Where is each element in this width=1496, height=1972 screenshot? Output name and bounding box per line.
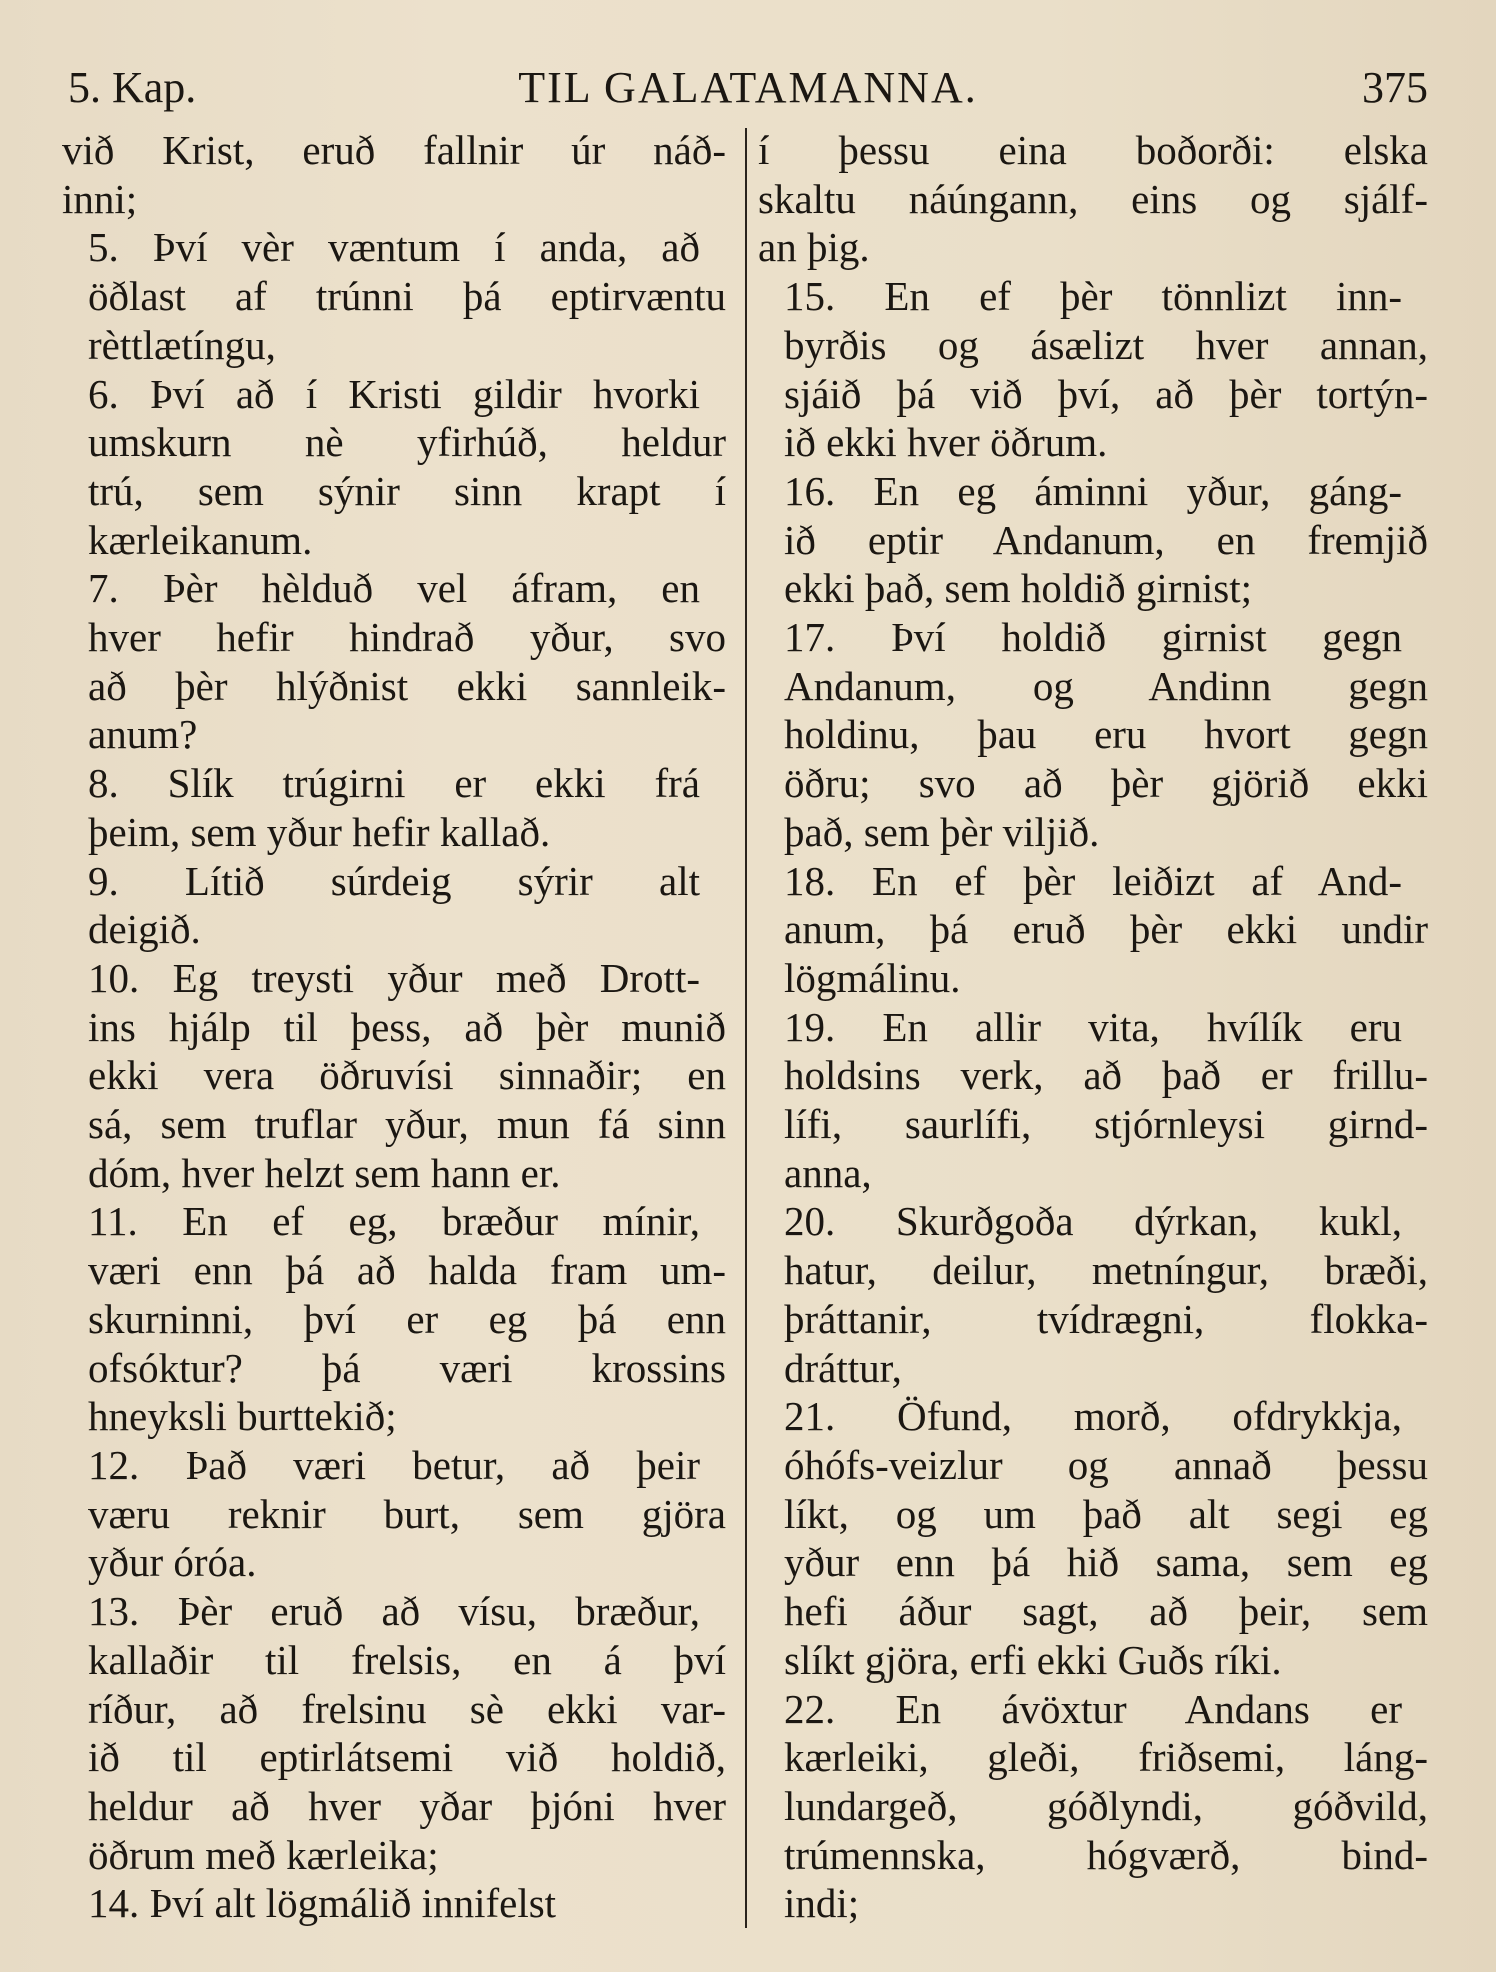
- verse-paragraph: [62, 759, 726, 856]
- verse-paragraph: [62, 370, 726, 565]
- text-line: ið til eptirlátsemi við holdið,: [88, 1734, 726, 1781]
- verse-paragraph: [758, 126, 1428, 272]
- text-line: 6. Því að í Kristi gildir hvorki: [88, 370, 700, 417]
- text-line: öðru; svo að þèr gjörið ekki: [784, 760, 1428, 807]
- verse-paragraph: [62, 126, 726, 223]
- text-line: kærleiki, gleði, friðsemi, láng-: [784, 1734, 1428, 1781]
- text-line: væru reknir burt, sem gjöra: [88, 1490, 726, 1537]
- text-line: 19. En allir vita, hvílík eru: [784, 1003, 1402, 1050]
- verse-paragraph: [62, 954, 726, 1198]
- text-line: ið ekki hver öðrum.: [784, 419, 1108, 466]
- text-line: 5. Því vèr væntum í anda, að: [88, 224, 700, 271]
- text-line: dóm, hver helzt sem hann er.: [88, 1149, 561, 1196]
- text-line: 10. Eg treysti yður með Drott-: [88, 954, 700, 1001]
- text-line: holdinu, þau eru hvort gegn: [784, 711, 1428, 758]
- verse-paragraph: [62, 564, 726, 759]
- text-line: hefi áður sagt, að þeir, sem: [784, 1588, 1428, 1635]
- text-line: Andanum, og Andinn gegn: [784, 662, 1428, 709]
- right-text-column: [758, 126, 1428, 1928]
- text-line: lundargeð, góðlyndi, góðvild,: [784, 1782, 1428, 1829]
- column-divider: [745, 128, 747, 1928]
- text-line: holdsins verk, að það er frillu-: [784, 1052, 1428, 1099]
- text-line: 8. Slík trúgirni er ekki frá: [88, 760, 700, 807]
- text-line: sá, sem truflar yður, mun fá sinn: [88, 1101, 726, 1148]
- verse-paragraph: [758, 1392, 1428, 1684]
- verse-paragraph: [758, 857, 1428, 1003]
- text-line: inni;: [62, 175, 138, 222]
- text-line: öðrum með kærleika;: [88, 1831, 439, 1878]
- verse-paragraph: [758, 613, 1428, 857]
- text-line: í þessu eina boðorði: elska: [758, 127, 1428, 173]
- text-line: byrðis og ásælizt hver annan,: [784, 321, 1428, 368]
- text-line: þeim, sem yður hefir kallað.: [88, 808, 551, 855]
- text-line: dráttur,: [784, 1344, 902, 1391]
- text-line: 13. Þèr eruð að vísu, bræður,: [88, 1588, 700, 1635]
- running-head: [68, 58, 1428, 118]
- text-line: trúmennska, hógværð, bind-: [784, 1831, 1428, 1878]
- text-line: yður enn þá hið sama, sem eg: [784, 1539, 1428, 1586]
- text-line: ið eptir Andanum, en fremjið: [784, 516, 1428, 563]
- text-line: ríður, að frelsinu sè ekki var-: [88, 1685, 726, 1732]
- text-line: það, sem þèr viljið.: [784, 808, 1100, 855]
- text-line: deigið.: [88, 906, 201, 953]
- text-line: 9. Lítið súrdeig sýrir alt: [88, 857, 700, 904]
- verse-paragraph: [758, 1685, 1428, 1929]
- text-line: indi;: [784, 1880, 860, 1927]
- text-line: óhófs-veizlur og annað þessu: [784, 1441, 1428, 1488]
- text-line: 17. Því holdið girnist gegn: [784, 614, 1402, 661]
- text-line: trú, sem sýnir sinn krapt í: [88, 467, 726, 514]
- text-line: öðlast af trúnni þá eptirvæntu: [88, 273, 726, 320]
- verse-paragraph: [62, 1441, 726, 1587]
- text-line: ekki það, sem holdið girnist;: [784, 565, 1253, 612]
- text-line: lífi, saurlífi, stjórnleysi girnd-: [784, 1101, 1428, 1148]
- text-line: 16. En eg áminni yður, gáng-: [784, 467, 1402, 514]
- text-line: líkt, og um það alt segi eg: [784, 1490, 1428, 1537]
- text-line: væri enn þá að halda fram um-: [88, 1247, 726, 1294]
- text-line: 21. Öfund, morð, ofdrykkja,: [784, 1393, 1402, 1440]
- text-line: an þig.: [758, 224, 870, 271]
- text-line: skaltu náúngann, eins og sjálf-: [758, 175, 1428, 222]
- text-line: ofsóktur? þá væri krossins: [88, 1344, 726, 1391]
- text-line: 22. En ávöxtur Andans er: [784, 1685, 1402, 1732]
- verse-paragraph: [758, 1003, 1428, 1198]
- text-line: 15. En ef þèr tönnlizt inn-: [784, 273, 1402, 320]
- text-line: anna,: [784, 1149, 872, 1196]
- verse-paragraph: [62, 1197, 726, 1441]
- text-line: 12. Það væri betur, að þeir: [88, 1441, 700, 1488]
- text-line: við Krist, eruð fallnir úr náð-: [62, 127, 726, 173]
- text-line: rèttlætíngu,: [88, 321, 276, 368]
- text-line: slíkt gjöra, erfi ekki Guðs ríki.: [784, 1636, 1282, 1683]
- page-number: 375: [1362, 63, 1428, 112]
- text-line: 7. Þèr hèlduð vel áfram, en: [88, 565, 700, 612]
- text-line: að þèr hlýðnist ekki sannleik-: [88, 662, 726, 709]
- text-line: kallaðir til frelsis, en á því: [88, 1636, 726, 1683]
- book-title: TIL GALATAMANNA.: [518, 63, 978, 112]
- text-line: kærleikanum.: [88, 516, 313, 563]
- text-line: anum?: [88, 711, 198, 758]
- verse-paragraph: [758, 272, 1428, 467]
- text-line: lögmálinu.: [784, 954, 961, 1001]
- text-line: heldur að hver yðar þjóni hver: [88, 1782, 726, 1829]
- text-line: 20. Skurðgoða dýrkan, kukl,: [784, 1198, 1402, 1245]
- verse-paragraph: [62, 223, 726, 369]
- text-line: hver hefir hindrað yður, svo: [88, 614, 726, 661]
- verse-paragraph: [758, 1197, 1428, 1392]
- text-line: skurninni, því er eg þá enn: [88, 1295, 726, 1342]
- verse-paragraph: [62, 857, 726, 954]
- text-line: anum, þá eruð þèr ekki undir: [784, 906, 1428, 953]
- text-line: hatur, deilur, metníngur, bræði,: [784, 1247, 1428, 1294]
- verse-paragraph: [758, 467, 1428, 613]
- verse-paragraph: [62, 1587, 726, 1879]
- text-line: ins hjálp til þess, að þèr munið: [88, 1003, 726, 1050]
- text-line: 11. En ef eg, bræður mínir,: [88, 1198, 700, 1245]
- text-line: 14. Því alt lögmálið innifelst: [88, 1880, 557, 1927]
- text-line: þráttanir, tvídrægni, flokka-: [784, 1295, 1428, 1342]
- text-line: yður óróa.: [88, 1539, 257, 1586]
- text-line: hneyksli burttekið;: [88, 1393, 397, 1440]
- text-line: umskurn nè yfirhúð, heldur: [88, 419, 726, 466]
- text-line: 18. En ef þèr leiðizt af And-: [784, 857, 1402, 904]
- text-line: ekki vera öðruvísi sinnaðir; en: [88, 1052, 726, 1099]
- left-text-column: [62, 126, 726, 1928]
- text-line: sjáið þá við því, að þèr tortýn-: [784, 370, 1428, 417]
- verse-paragraph: [62, 1879, 726, 1928]
- chapter-label: 5. Kap.: [68, 63, 197, 112]
